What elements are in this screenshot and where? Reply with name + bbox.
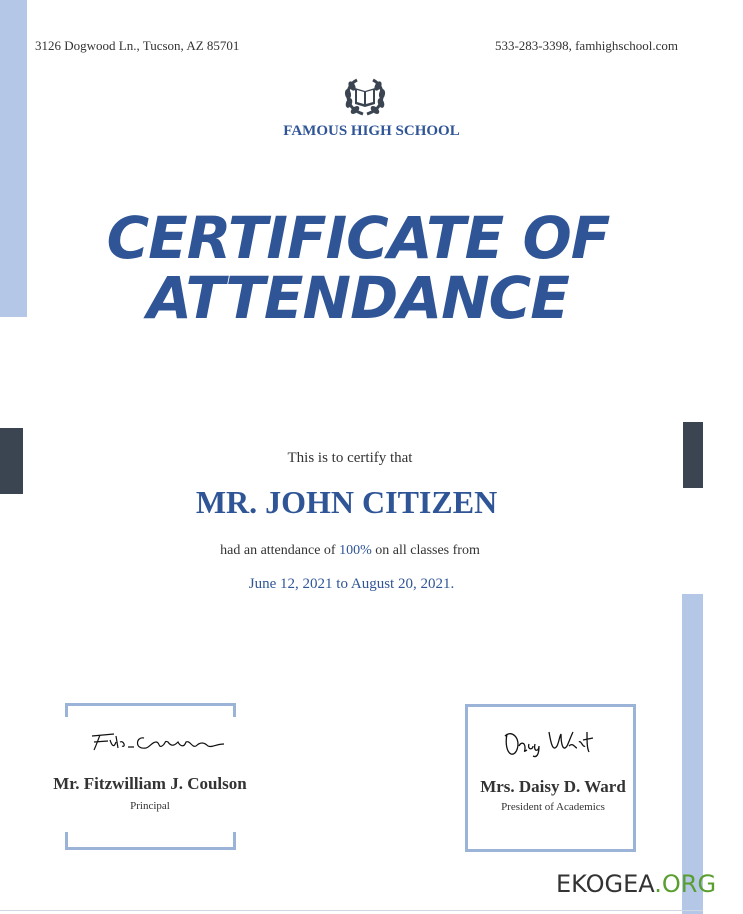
attendance-prefix: had an attendance of xyxy=(220,543,340,558)
decor-bar-right-bottom xyxy=(682,594,703,914)
school-name: FAMOUS HIGH SCHOOL xyxy=(283,123,460,139)
attendance-date-range: June 12, 2021 to August 20, 2021. xyxy=(248,576,455,592)
frame-bracket-bottom xyxy=(65,832,236,850)
frame-bracket-top xyxy=(65,703,236,717)
attendance-suffix: on all classes from xyxy=(371,543,480,558)
certificate-title-line1: CERTIFICATE OF xyxy=(106,204,610,272)
signature-ward xyxy=(503,728,593,758)
certify-intro: This is to certify that xyxy=(287,450,413,466)
attendance-percent: 100% xyxy=(339,543,372,558)
book-laurel-icon xyxy=(343,76,387,116)
watermark xyxy=(556,870,716,898)
watermark-part2: .ORG xyxy=(654,870,717,898)
signatory-name-left: Mr. Fitzwilliam J. Coulson xyxy=(53,774,247,793)
attendance-statement xyxy=(0,543,700,559)
certificate-title xyxy=(0,204,716,332)
school-contact: 533-283-3398, famhighschool.com xyxy=(494,38,678,53)
certificate-title-line2: ATTENDANCE xyxy=(147,264,569,332)
signatory-name-right: Mrs. Daisy D. Ward xyxy=(480,777,626,796)
watermark-part1: EKOGEA xyxy=(556,870,655,898)
recipient-name: MR. JOHN CITIZEN xyxy=(195,484,498,520)
page-bottom-divider xyxy=(0,910,703,911)
signatory-role-right: President of Academics xyxy=(501,801,605,813)
signatory-role-left: Principal xyxy=(130,800,170,812)
school-address: 3126 Dogwood Ln., Tucson, AZ 85701 xyxy=(35,38,240,53)
signature-coulson xyxy=(90,728,226,752)
